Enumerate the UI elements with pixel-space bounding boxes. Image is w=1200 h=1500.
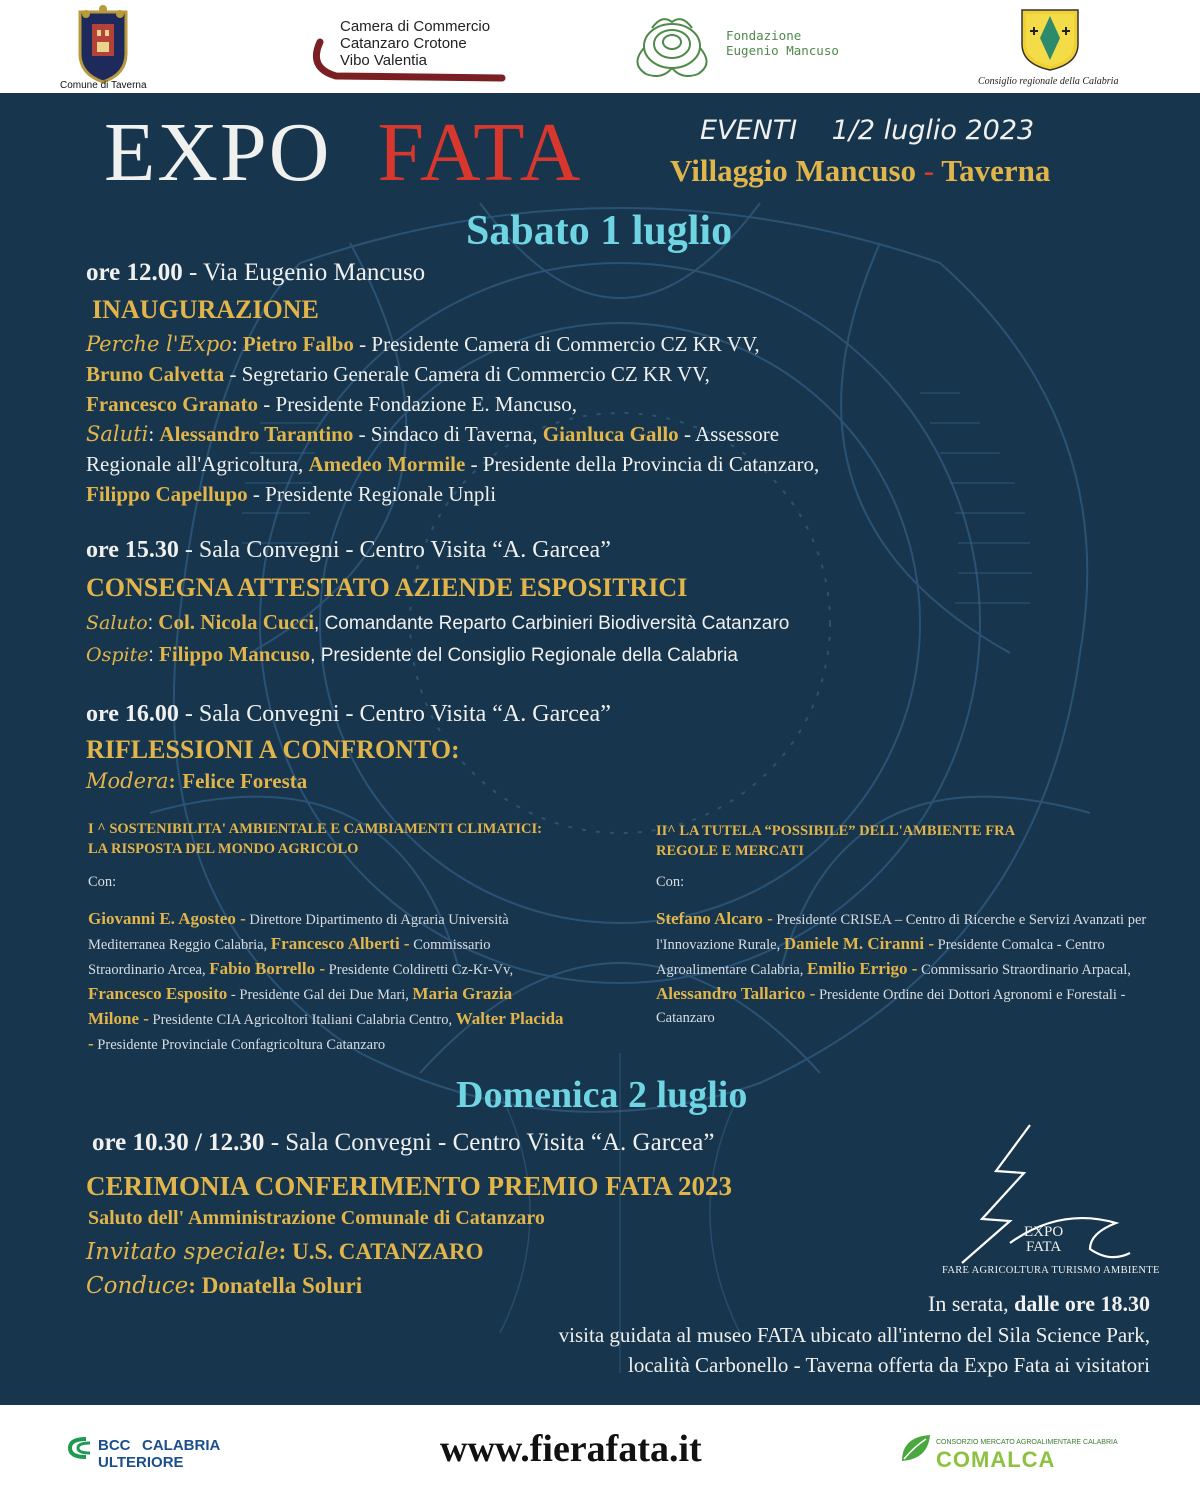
website-link[interactable]: www.fierafata.it (440, 1428, 702, 1470)
event1-time-line (86, 259, 425, 287)
speaker-row-6 (86, 479, 819, 509)
p1-borrello: Fabio Borrello - (209, 959, 326, 978)
sunday-time: ore 10.30 / 12.30 (92, 1129, 265, 1156)
badge-fata: FATA (1025, 1239, 1062, 1255)
p2-alcaro: Stefano Alcaro - (656, 909, 773, 928)
label-perche-expo: Perche l'Expo (86, 332, 232, 356)
moderator-colon: : (168, 769, 176, 793)
evening-line-3: località Carbonello - Taverna offerta da Expo Fata ai visitatori (628, 1353, 1150, 1377)
rose-icon (622, 8, 722, 88)
regione-calabria-shield-icon (1018, 6, 1082, 72)
speaker-row-2 (86, 359, 819, 389)
event2-speakers (86, 607, 789, 671)
eventi-dates-line (700, 115, 1034, 146)
evening-time: dalle ore 18.30 (1014, 1291, 1150, 1316)
panel2-topic-line-1: II^ LA TUTELA “POSSIBILE” DELL'AMBIENTE FRA (656, 823, 1016, 839)
special-guest: U.S. CATANZARO (292, 1239, 484, 1264)
event1-location: - Via Eugenio Mancuso (189, 259, 426, 286)
p2-tallarico-role: Presidente Ordine dei Dottori Agronomi e Forestali - Catanzaro (656, 987, 1126, 1026)
venue-village: Villaggio Mancuso (670, 153, 917, 188)
panel1-topic (88, 819, 542, 859)
sunday-greeting: Saluto dell' Amministrazione Comunale di Catanzaro (88, 1207, 545, 1229)
event2-row-1: Saluto: Col. Nicola Cucci, Comandante Reparto Carbinieri Biodiversità Catanzaro (86, 610, 790, 634)
evening-intro: In serata, (928, 1291, 1009, 1316)
panel1-topic-line-2: LA RISPOSTA DEL MONDO AGRICOLO (88, 841, 359, 857)
venue-line (670, 153, 1050, 189)
camera-swoosh-icon (306, 38, 506, 84)
label-conduce: Conduce (86, 1273, 189, 1299)
badge-tagline: FARE AGRICOLTURA TURISMO AMBIENTE (942, 1265, 1160, 1276)
badge-text (1024, 1225, 1063, 1255)
event1-time: ore 12.00 (86, 259, 183, 286)
sunday-time-line (92, 1129, 714, 1157)
evening-line-1 (928, 1291, 1150, 1317)
role-gallo: - Assessore (683, 422, 780, 446)
p2-ciranni-role: Presidente Comalca - Centro Agroalimentare Calabria, (656, 937, 1105, 978)
venue-dash: - (923, 153, 935, 188)
comune-taverna-label: Comune di Taverna (60, 80, 147, 91)
panel2-topic-line-2: REGOLE E MERCATI (656, 843, 804, 859)
role-falbo: - Presidente Camera di Commercio CZ KR VV, (359, 332, 760, 356)
event3-time-line (86, 701, 611, 728)
speaker-row-1: Perche l'Expo: Pietro Falbo - Presidente Camera di Commercio CZ KR VV, (86, 332, 760, 356)
speaker-row-3 (86, 389, 819, 419)
p1-agosteo-role: Direttore Dipartimento di Agraria Università Mediterranea Reggio Calabria, (88, 912, 509, 953)
p1-milone: Maria Grazia Milone - (88, 984, 513, 1028)
regione-calabria-label: Consiglio regionale della Calabria (978, 76, 1119, 87)
fondazione-line-2: Eugenio Mancuso (726, 43, 839, 58)
p2-alcaro-role: Presidente CRISEA – Centro di Ricerche e Servizi Avanzati per l'Innovazione Rurale, (656, 912, 1147, 953)
panel2-topic (656, 821, 1015, 861)
comalca-leaf-icon (898, 1431, 934, 1465)
expo-fata-title (104, 106, 583, 199)
bcc-label: BCC (98, 1437, 131, 1454)
event-dates: 1/2 luglio 2023 (831, 115, 1035, 146)
event1-speakers (86, 329, 819, 509)
panel2-con: Con: (656, 874, 685, 890)
role-calvetta: - Segretario Generale Camera di Commercio CZ KR VV, (229, 362, 710, 386)
event2-time-line (86, 537, 611, 564)
comune-taverna-crest-icon (72, 4, 134, 92)
badge-expo: EXPO (1024, 1224, 1064, 1240)
fondazione-logo-text (726, 28, 839, 58)
title-expo: EXPO (104, 106, 332, 199)
p2-tallarico: Alessandro Tallarico - (656, 984, 816, 1003)
speaker-row-5 (86, 449, 819, 479)
event1-title: INAUGURAZIONE (92, 295, 319, 324)
bcc-logo-icon (66, 1435, 94, 1461)
role-tarantino: - Sindaco di Taverna, (358, 422, 538, 446)
bcc-bank-line-2: ULTERIORE (98, 1454, 184, 1471)
sponsor-logo-band (0, 0, 1200, 93)
title-fata: FATA (377, 106, 583, 199)
panel1-topic-line-1: I ^ SOSTENIBILITA' AMBIENTALE E CAMBIAMENTI CLIMATICI: (88, 821, 542, 837)
event2-title: CONSEGNA ATTESTATO AZIENDE ESPOSITRICI (86, 573, 688, 602)
p1-esposito-role: - Presidente Gal dei Due Mari, (230, 987, 409, 1003)
speaker-row-4: Saluti: Alessandro Tarantino - Sindaco di Taverna, Gianluca Gallo - Assessore (86, 422, 780, 446)
event2-row-2: Ospite: Filippo Mancuso, Presidente del Consiglio Regionale della Calabria (86, 642, 738, 666)
saturday-heading: Sabato 1 luglio (466, 208, 733, 254)
p2-ciranni: Daniele M. Ciranni - (783, 934, 934, 953)
speaker-granato: Francesco Granato (86, 392, 259, 416)
event2-location: - Sala Convegni - Centro Visita “A. Garcea” (184, 537, 611, 563)
speaker-gallo: Gianluca Gallo (542, 422, 679, 446)
camera-line-2: Catanzaro Crotone (340, 35, 467, 52)
speaker-cucci: Col. Nicola Cucci (158, 610, 315, 634)
label-saluti: Saluti (86, 422, 149, 446)
speaker-calvetta: Bruno Calvetta (86, 362, 225, 386)
evening-line-2: visita guidata al museo FATA ubicato all'interno del Sila Science Park, (558, 1323, 1150, 1347)
role-mormile: - Presidente della Provincia di Catanzaro, (470, 452, 820, 476)
sunday-location: - Sala Convegni - Centro Visita “A. Garcea” (270, 1129, 715, 1156)
role-capellupo: - Presidente Regionale Unpli (252, 482, 497, 506)
host-name: Donatella Soluri (201, 1273, 363, 1298)
camera-line-3: Vibo Valentia (340, 52, 428, 69)
event2-time: ore 15.30 (86, 537, 179, 563)
fondazione-line-1: Fondazione (726, 28, 802, 43)
sunday-guest-line: Invitato speciale: U.S. CATANZARO (86, 1239, 484, 1265)
panel1-con: Con: (88, 874, 117, 890)
speaker-falbo: Pietro Falbo (242, 332, 354, 356)
p1-placida: Walter Placida - (88, 1009, 564, 1053)
bcc-bank-line-1: CALABRIA (142, 1437, 221, 1454)
event3-time: ore 16.00 (86, 701, 179, 727)
p1-alberti: Francesco Alberti - (270, 934, 410, 953)
role-mancuso: , Presidente del Consiglio Regionale della Calabria (310, 645, 738, 666)
comalca-logo-text: COMALCA (936, 1447, 1056, 1472)
p2-errigo: Emilio Errigo - (806, 959, 918, 978)
label-modera: Modera (86, 769, 169, 793)
comalca-subtitle: CONSORZIO MERCATO AGROALIMENTARE CALABRIA (936, 1439, 1118, 1446)
event3-moderator-line (86, 769, 307, 794)
p1-esposito: Francesco Esposito (88, 984, 228, 1003)
p1-agosteo: Giovanni E. Agosteo - (88, 909, 246, 928)
moderator-name: Felice Foresta (182, 769, 308, 793)
eventi-label: EVENTI (700, 115, 798, 146)
sunday-host-line: Conduce: Donatella Soluri (86, 1273, 363, 1299)
role-gallo-cont: Regionale all'Agricoltura, (86, 452, 304, 476)
camera-line-1: Camera di Commercio (340, 18, 491, 35)
event3-location: - Sala Convegni - Centro Visita “A. Garcea” (184, 701, 611, 727)
p1-placida-role: Presidente Provinciale Confagricoltura Catanzaro (97, 1037, 386, 1053)
speaker-tarantino: Alessandro Tarantino (159, 422, 354, 446)
sunday-heading: Domenica 2 luglio (456, 1074, 748, 1116)
p1-borrello-role: Presidente Coldiretti Cz-Kr-Vv, (328, 962, 514, 978)
panel1-participants (88, 907, 566, 1057)
label-ospite: Ospite (86, 644, 149, 666)
role-granato: - Presidente Fondazione E. Mancuso, (263, 392, 578, 416)
p1-alberti-role: Commissario Straordinario Arcea, (88, 937, 491, 978)
footer-band (0, 1405, 1200, 1500)
sunday-title: CERIMONIA CONFERIMENTO PREMIO FATA 2023 (86, 1171, 733, 1201)
label-invitato: Invitato speciale (86, 1239, 279, 1265)
venue-town: Taverna (941, 153, 1051, 188)
p1-milone-role: Presidente CIA Agricoltori Italiani Calabria Centro, (152, 1012, 453, 1028)
event3-title: RIFLESSIONI A CONFRONTO: (86, 735, 460, 764)
main-event-panel (0, 93, 1200, 1405)
speaker-mancuso: Filippo Mancuso (159, 642, 311, 666)
p2-errigo-role: Commissario Straordinario Arpacal, (921, 962, 1131, 978)
speaker-mormile: Amedeo Mormile (308, 452, 466, 476)
role-cucci: , Comandante Reparto Carbinieri Biodiversità Catanzaro (314, 613, 790, 634)
bcc-bank-name (142, 1437, 220, 1454)
panel2-participants (656, 907, 1152, 1030)
speaker-capellupo: Filippo Capellupo (86, 482, 248, 506)
label-saluto: Saluto (86, 612, 148, 634)
